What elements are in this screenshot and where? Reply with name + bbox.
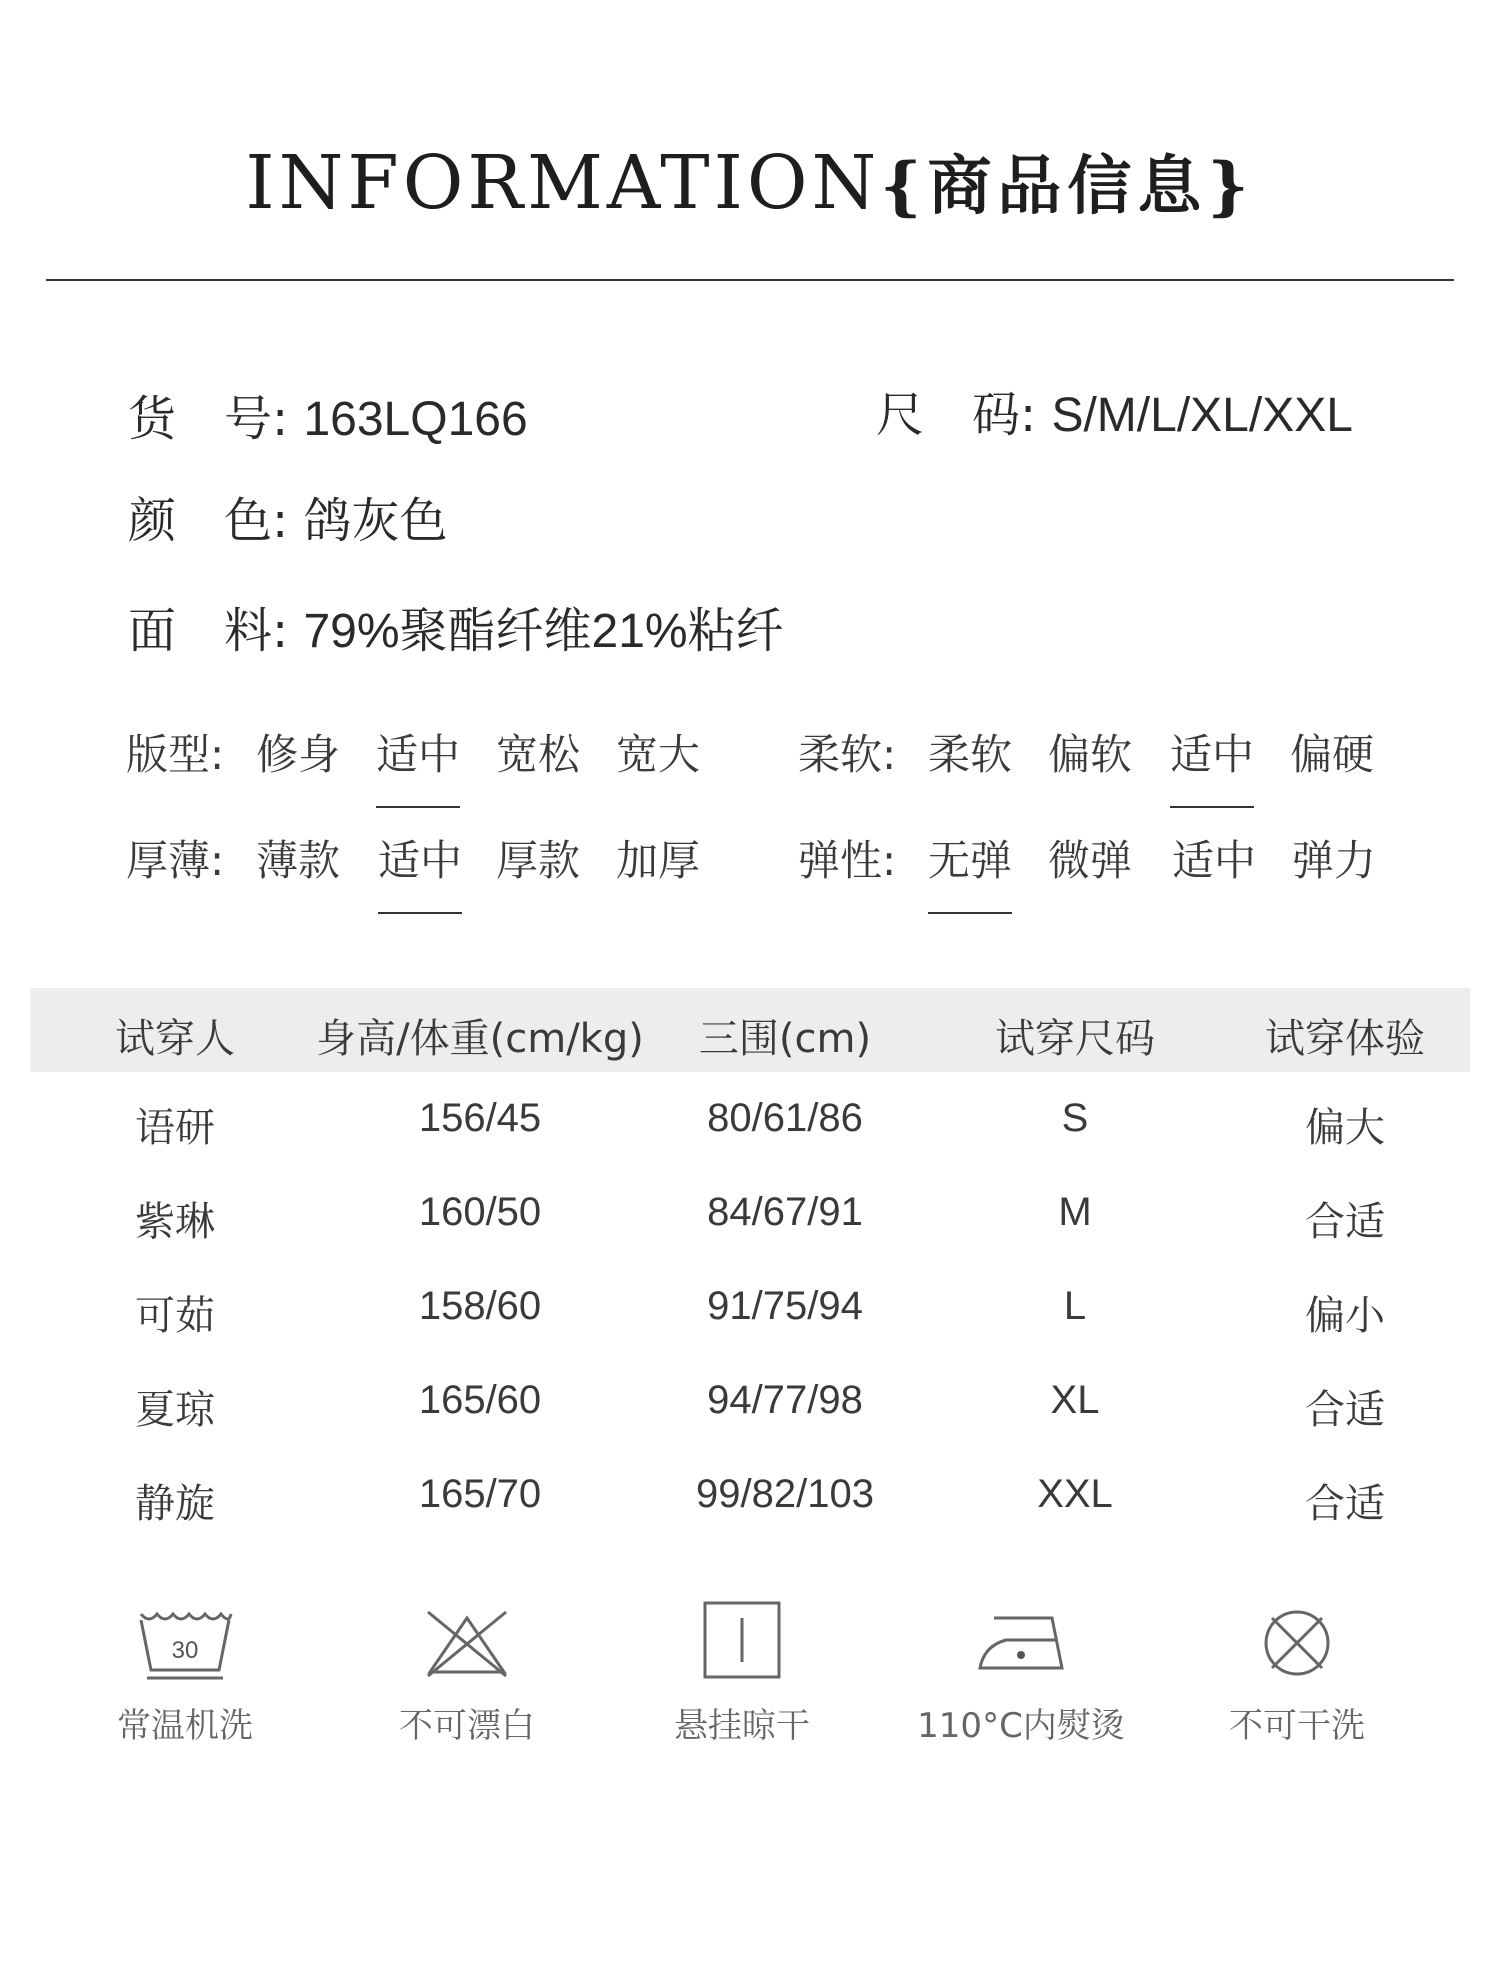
care-label-no-bleach: 不可漂白	[399, 1706, 535, 1746]
thickness-option-medium-selected: 适中	[378, 828, 462, 888]
wash-temperature: 30	[171, 1637, 199, 1664]
color-row	[128, 482, 447, 551]
table-cell-size: XXL	[1037, 1472, 1113, 1516]
softness-label: 柔软:	[798, 730, 897, 779]
thickness-option-thick: 厚款	[496, 836, 581, 885]
table-cell-measurements: 94/77/98	[707, 1378, 863, 1422]
softness-option-slightly-hard: 偏硬	[1290, 730, 1375, 779]
softness-option-slightly-soft: 偏软	[1048, 730, 1133, 779]
care-label-no-dry-clean: 不可干洗	[1229, 1706, 1365, 1746]
color-label: 颜 色:	[128, 493, 289, 549]
fabric-row	[128, 592, 784, 661]
table-cell-height-weight: 158/60	[418, 1284, 542, 1328]
table-cell-model: 可茹	[135, 1293, 215, 1339]
table-cell-experience: 偏小	[1305, 1293, 1385, 1339]
table-cell-experience: 合适	[1305, 1481, 1385, 1527]
table-cell-size: XL	[1050, 1378, 1100, 1422]
thickness-option-thin: 薄款	[256, 836, 341, 885]
fabric-value: 79%聚酯纤维21%粘纤	[303, 605, 784, 658]
softness-option-medium-selected: 适中	[1170, 722, 1254, 782]
table-cell-model: 语研	[135, 1105, 215, 1151]
elasticity-option-medium: 适中	[1172, 836, 1257, 885]
elasticity-option-stretch: 弹力	[1292, 836, 1377, 885]
table-cell-height-weight: 156/45	[418, 1096, 542, 1140]
item-no-label: 货 号:	[128, 391, 289, 447]
table-cell-experience: 合适	[1305, 1199, 1385, 1245]
table-cell-model: 紫琳	[135, 1199, 215, 1245]
table-cell-measurements: 91/75/94	[707, 1284, 863, 1328]
table-header-measurements: 三围(cm)	[698, 1016, 872, 1062]
table-header-size: 试穿尺码	[995, 1016, 1155, 1062]
title-english: INFORMATION	[245, 140, 881, 226]
item-no-value: 163LQ166	[303, 393, 528, 446]
page-title	[0, 135, 1500, 227]
softness-option-soft: 柔软	[928, 730, 1013, 779]
table-header-model: 试穿人	[115, 1016, 235, 1062]
table-cell-experience: 合适	[1305, 1387, 1385, 1433]
elasticity-option-none-selected: 无弹	[928, 828, 1012, 888]
care-label-hang-dry: 悬挂晾干	[674, 1706, 810, 1746]
table-cell-size: M	[1058, 1190, 1092, 1234]
size-value: S/M/L/XL/XXL	[1051, 389, 1353, 442]
table-cell-experience: 偏大	[1305, 1105, 1385, 1151]
table-cell-height-weight: 160/50	[418, 1190, 542, 1234]
fit-option-loose: 宽松	[496, 730, 581, 779]
table-cell-measurements: 80/61/86	[707, 1096, 863, 1140]
elasticity-option-slight: 微弹	[1048, 836, 1133, 885]
title-chinese: {商品信息}	[880, 149, 1255, 224]
table-cell-height-weight: 165/70	[418, 1472, 542, 1516]
care-label-wash: 常温机洗	[117, 1706, 253, 1746]
fabric-label: 面 料:	[128, 603, 289, 659]
thickness-label: 厚薄:	[126, 836, 225, 885]
header-divider	[46, 279, 1454, 281]
fit-label: 版型:	[126, 730, 225, 779]
elasticity-label: 弹性:	[798, 836, 897, 885]
table-cell-size: L	[1063, 1284, 1087, 1328]
no-dry-clean-icon	[1262, 1608, 1332, 1678]
table-cell-model: 夏琼	[135, 1387, 215, 1433]
color-value: 鸽灰色	[303, 495, 448, 548]
table-cell-model: 静旋	[135, 1481, 215, 1527]
thickness-option-extra-thick: 加厚	[616, 836, 701, 885]
table-cell-height-weight: 165/60	[418, 1378, 542, 1422]
fit-option-oversize: 宽大	[616, 730, 701, 779]
fit-option-regular-selected: 适中	[376, 722, 460, 782]
item-no-row	[128, 380, 528, 449]
no-bleach-icon	[424, 1608, 510, 1678]
size-label: 尺 码:	[876, 387, 1037, 443]
table-header-height-weight: 身高/体重(cm/kg)	[316, 1016, 644, 1062]
table-cell-measurements: 84/67/91	[707, 1190, 863, 1234]
fit-option-slim: 修身	[256, 730, 341, 779]
iron-icon	[976, 1612, 1066, 1674]
care-label-iron: 110°C内熨烫	[917, 1706, 1125, 1746]
size-row	[876, 376, 1353, 445]
table-header-experience: 试穿体验	[1265, 1016, 1425, 1062]
table-cell-measurements: 99/82/103	[696, 1472, 874, 1516]
hang-dry-icon	[702, 1600, 782, 1680]
wash-30-icon	[135, 1608, 235, 1682]
table-cell-size: S	[1061, 1096, 1089, 1140]
